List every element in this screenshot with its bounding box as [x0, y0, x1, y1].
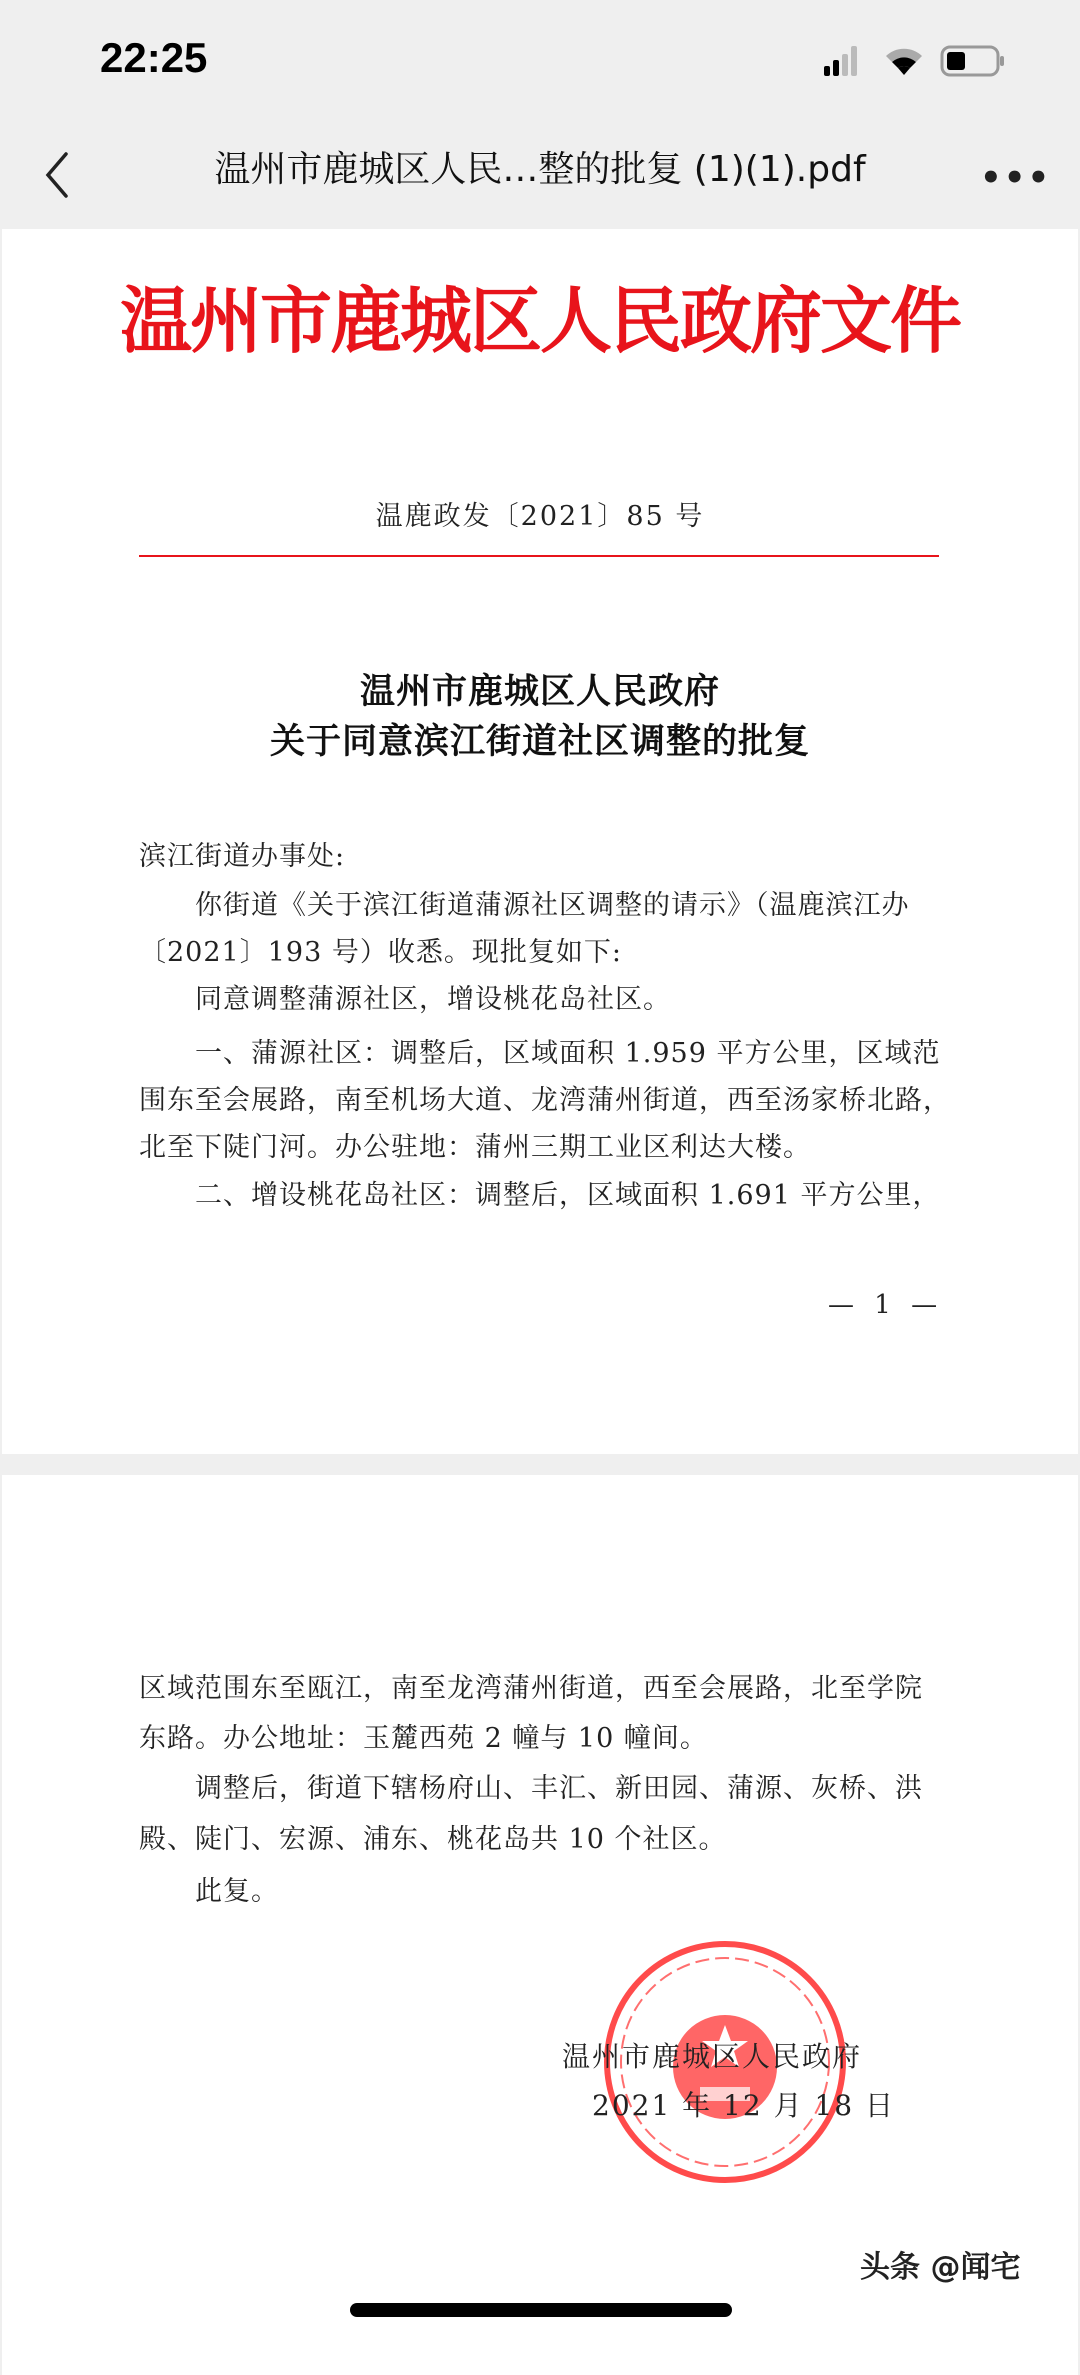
page-number: — 1 — [828, 1290, 944, 1320]
status-time: 22:25 [100, 34, 208, 81]
battery-icon [940, 44, 1006, 78]
document-number: 温鹿政发〔2021〕85 号 [375, 501, 705, 532]
document-title: 温州市鹿城区人民…整的批复 (1)(1).pdf [214, 149, 866, 190]
cellular-signal-icon [822, 44, 862, 78]
body-line: 殿、陡门、宏源、浦东、桃花岛共 10 个社区。 [139, 1824, 727, 1855]
red-header: 温州市鹿城区人民政府文件 [119, 278, 960, 363]
document-title-line-2: 关于同意滨江街道社区调整的批复 [269, 721, 810, 762]
body-line: 围东至会展路，南至机场大道、龙湾蒲州街道，西至汤家桥北路， [139, 1085, 951, 1116]
signature-organization: 温州市鹿城区人民政府 [562, 2040, 863, 2073]
red-divider [139, 555, 939, 557]
pdf-page-1 [2, 229, 1078, 1454]
body-line: 滨江街道办事处: [139, 841, 346, 872]
home-indicator[interactable] [350, 2303, 732, 2317]
body-line: 东路。办公地址：玉麓西苑 2 幢与 10 幢间。 [139, 1723, 708, 1754]
signature-date: 2021 年 12 月 18 日 [592, 2089, 896, 2122]
body-line: 〔2021〕193 号）收悉。现批复如下: [139, 937, 622, 968]
pdf-page-2 [2, 1475, 1078, 2375]
watermark: 头条 @闻宅 [860, 2250, 1021, 2285]
body-line: 你街道《关于滨江街道蒲源社区调整的请示》（温鹿滨江办 [195, 890, 910, 921]
body-line: 同意调整蒲源社区，增设桃花岛社区。 [195, 984, 671, 1015]
more-options-button[interactable]: ••• [980, 158, 1052, 198]
document-title-line-1: 温州市鹿城区人民政府 [359, 671, 720, 712]
body-line: 区域范围东至瓯江，南至龙湾蒲州街道，西至会展路，北至学院 [139, 1673, 923, 1704]
body-line: 二、增设桃花岛社区：调整后，区域面积 1.691 平方公里， [195, 1180, 941, 1211]
wifi-icon [882, 44, 926, 78]
body-line: 调整后，街道下辖杨府山、丰汇、新田园、蒲源、灰桥、洪 [195, 1773, 923, 1804]
body-line: 此复。 [195, 1876, 279, 1907]
body-line: 北至下陡门河。办公驻地：蒲州三期工业区利达大楼。 [139, 1132, 811, 1163]
body-line: 一、蒲源社区：调整后，区域面积 1.959 平方公里，区域范 [195, 1038, 941, 1069]
status-icons [822, 44, 1012, 80]
back-chevron-icon[interactable] [38, 150, 78, 200]
